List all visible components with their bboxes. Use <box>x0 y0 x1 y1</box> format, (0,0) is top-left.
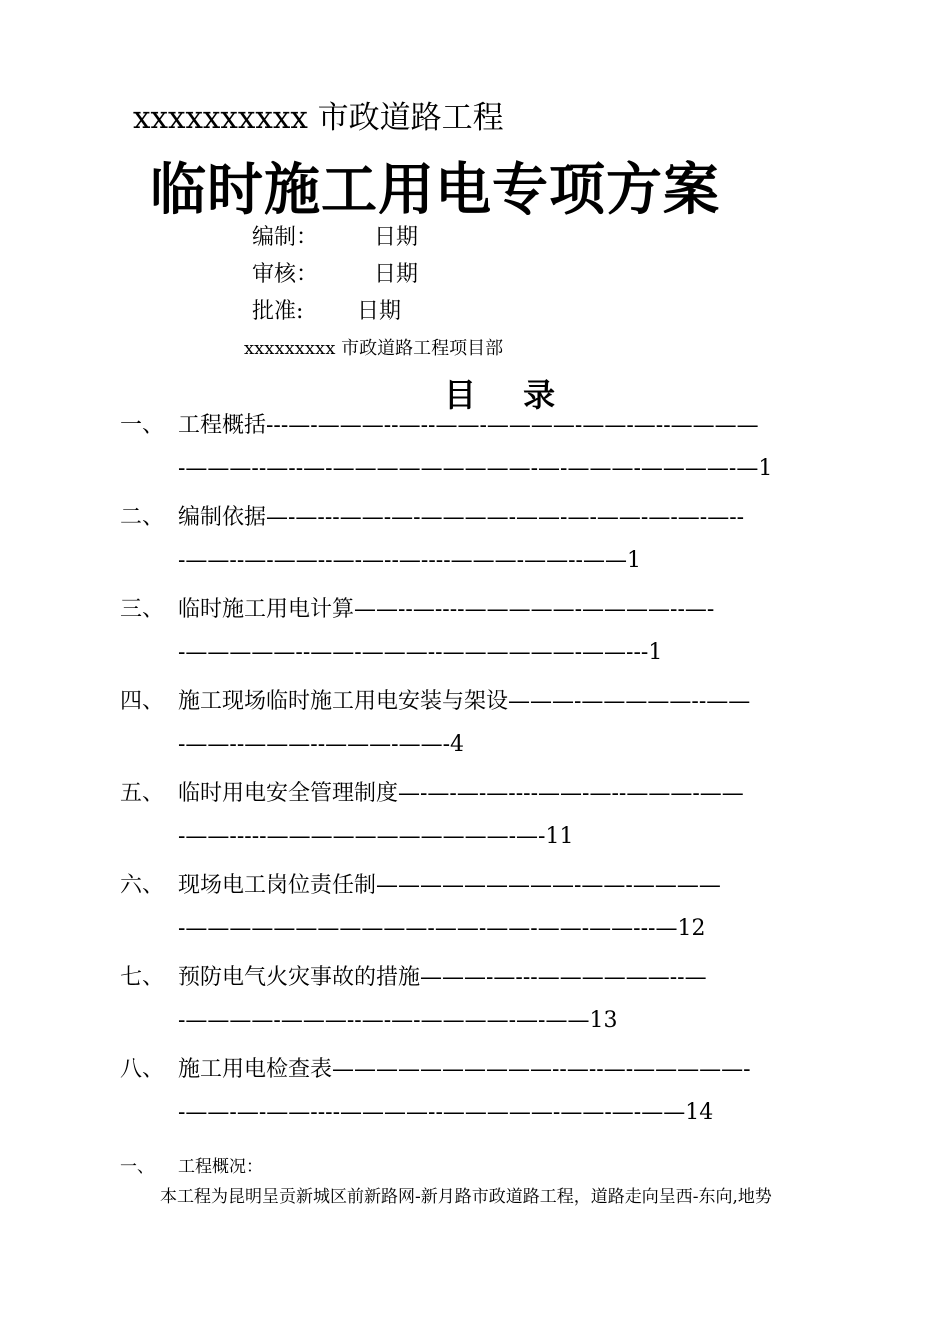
toc-entry-number: 四、 <box>120 689 165 714</box>
toc-title: 目 录 <box>444 376 574 414</box>
department-name: xxxxxxxxx 市政道路工程项目部 <box>244 338 504 359</box>
toc-entry-number: 八、 <box>120 1057 165 1082</box>
toc-entry-line1: 临时施工用电计算——--—----—————-————--—- <box>178 597 715 622</box>
toc-entry-number: 二、 <box>120 505 165 530</box>
meta-label-reviewed: 审核： <box>252 262 319 287</box>
section-paragraph: 本工程为昆明呈贡新城区前新路网-新月路市政道路工程，道路走向呈西-东向,地势 <box>160 1187 772 1207</box>
toc-entry-line2: -——--—-——--—-—--—----———-——--——1 <box>178 548 641 573</box>
document-title: 临时施工用电专项方案 <box>150 157 720 223</box>
toc-entry-line2: -———————————-——-——-——-——---—12 <box>178 916 706 941</box>
toc-entry-line2: -—————--——-———--——————-——---1 <box>178 640 663 665</box>
meta-label-prepared: 编制： <box>252 225 319 250</box>
toc-entry-line2: -———--—--—-—————————-—-———-————-—1 <box>178 456 773 481</box>
toc-entry-number: 五、 <box>120 781 165 806</box>
toc-entry-line1: 工程概括---—-———--—--——-————-——-—--———— <box>178 413 759 438</box>
toc-entry-line1: 现场电工岗位责任制—————————-——-———— <box>178 873 721 898</box>
section-number: 一、 <box>120 1157 154 1177</box>
meta-label-approved: 批准: <box>252 299 304 324</box>
toc-entry-number: 一、 <box>120 413 165 438</box>
meta-date-prepared: 日期 <box>374 225 419 250</box>
toc-entry-line2: -————-———--—-—-————-—-——13 <box>178 1008 618 1033</box>
meta-date-reviewed: 日期 <box>374 262 419 287</box>
toc-entry-line1: 预防电气火灾事故的措施———-—---——————--— <box>178 965 707 990</box>
toc-entry-line2: -——--———--———-——-4 <box>178 732 465 757</box>
toc-entry-line1: 施工用电检查表——————————--—--—-—————- <box>178 1057 751 1082</box>
meta-date-approved: 日期 <box>357 299 402 324</box>
toc-entry-line1: 临时用电安全管理制度—-—-—-—----——-—--———-—— <box>178 781 744 806</box>
project-name: xxxxxxxxxx 市政道路工程 <box>133 100 504 136</box>
toc-entry-number: 七、 <box>120 965 165 990</box>
toc-entry-line2: -——-----———————————-—-11 <box>178 824 574 849</box>
toc-entry-number: 三、 <box>120 597 165 622</box>
toc-entry-line1: 施工现场临时施工用电安装与架设———-—————--—— <box>178 689 751 714</box>
toc-entry-line2: -——-—-——----————--—————-——-—-——14 <box>178 1100 714 1125</box>
toc-entry-line1: 编制依据—-—---——-—-————-——-—-——-—-—-—-- <box>178 505 745 530</box>
section-title: 工程概况： <box>178 1157 263 1177</box>
toc-entry-number: 六、 <box>120 873 165 898</box>
